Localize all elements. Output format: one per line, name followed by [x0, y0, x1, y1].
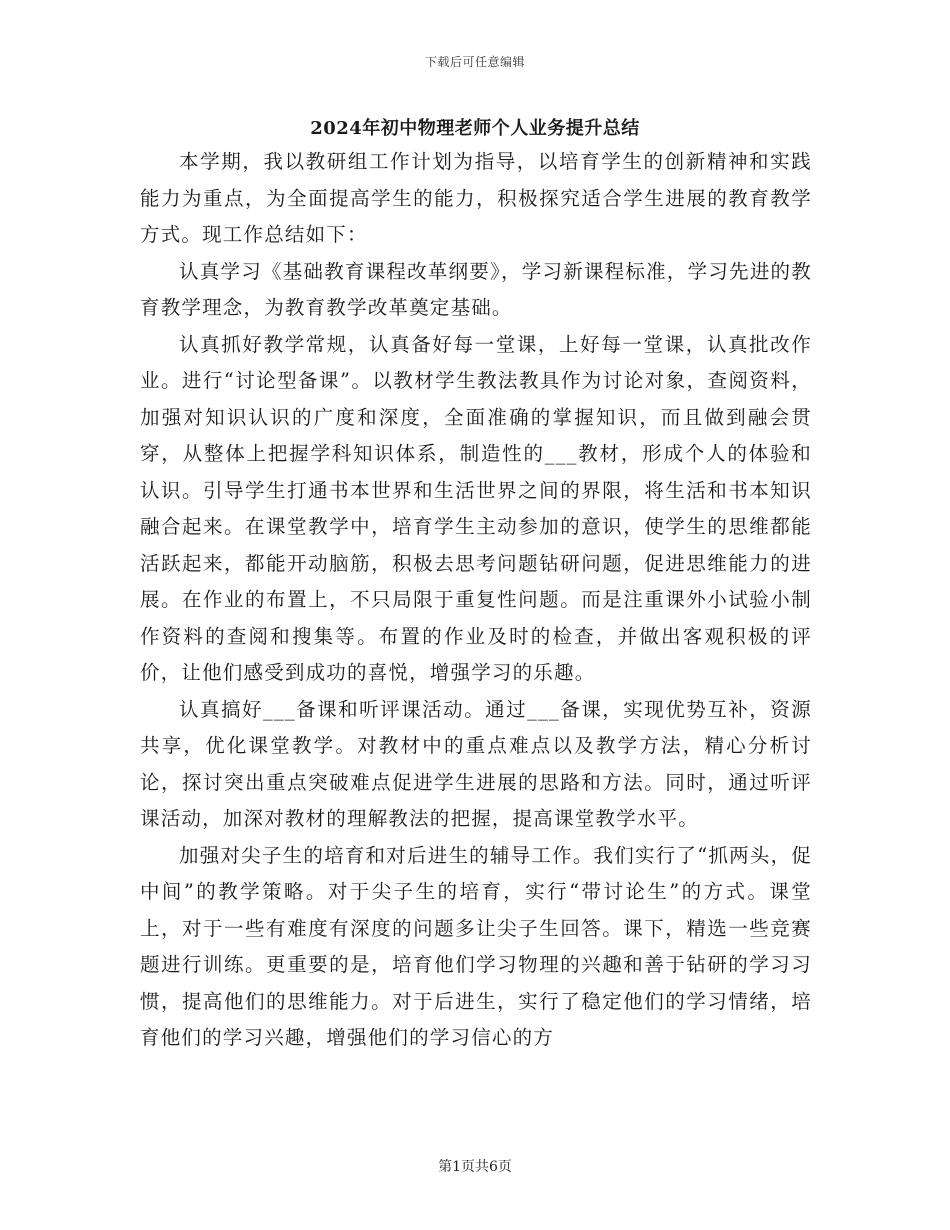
document-body — [140, 144, 812, 1057]
paragraph-teaching-routine: 认真抓好教学常规，认真备好每一堂课，上好每一堂课，认真批改作业。进行“讨论型备课”。以教材学生教法教具作为讨论对象，查阅资料，加强对知识认识的广度和深度，全面准确的掌握知识，而且做到融会贯穿，从整体上把握学科知识体系，制造性的___教材，形成个人的体验和认识。引导学生打通书本世界和生活世界之间的界限，将生活和书本知识融合起来。在课堂教学中，培育学生主动参加的意识，使学生的思维都能活跃起来，都能开动脑筋，积极去思考问题钻研问题，促进思维能力的进展。在作业的布置上，不只局限于重复性问题。而是注重课外小试验小制作资料的查阅和搜集等。布置的作业及时的检查，并做出客观积极的评价，让他们感受到成功的喜悦，增强学习的乐趣。 — [140, 332, 812, 684]
paragraph-study: 认真学习《基础教育课程改革纲要》，学习新课程标准，学习先进的教育教学理念，为教育教学改革奠定基础。 — [140, 259, 812, 319]
document-title: 2024年初中物理老师个人业务提升总结 — [310, 118, 640, 139]
paragraph-intro: 本学期，我以教研组工作计划为指导，以培育学生的创新精神和实践能力为重点，为全面提高学生的能力，积极探究适合学生进展的教育教学方式。现工作总结如下： — [140, 150, 812, 246]
paragraph-lesson-prep: 认真搞好___备课和听评课活动。通过___备课，实现优势互补，资源共享，优化课堂教学。对教材中的重点难点以及教学方法，精心分析讨论，探讨突出重点突破难点促进学生进展的思路和方法。同时，通过听评课活动，加深对教材的理解教法的把握，提高课堂教学水平。 — [140, 697, 812, 830]
header-note: 下载后可任意编辑 — [424, 55, 525, 69]
paragraph-student-tutoring: 加强对尖子生的培育和对后进生的辅导工作。我们实行了“抓两头，促中间”的教学策略。对于尖子生的培育，实行“带讨论生”的方式。课堂上，对于一些有难度有深度的问题多让尖子生回答。课下，精选一些竞赛题进行训练。更重要的是，培育他们学习物理的兴趣和善于钻研的学习习惯，提高他们的思维能力。对于后进生，实行了稳定他们的学习情绪，培育他们的学习兴趣，增强他们的学习信心的方 — [140, 843, 812, 1049]
page-number-footer: 第1页共6页 — [438, 1159, 512, 1175]
